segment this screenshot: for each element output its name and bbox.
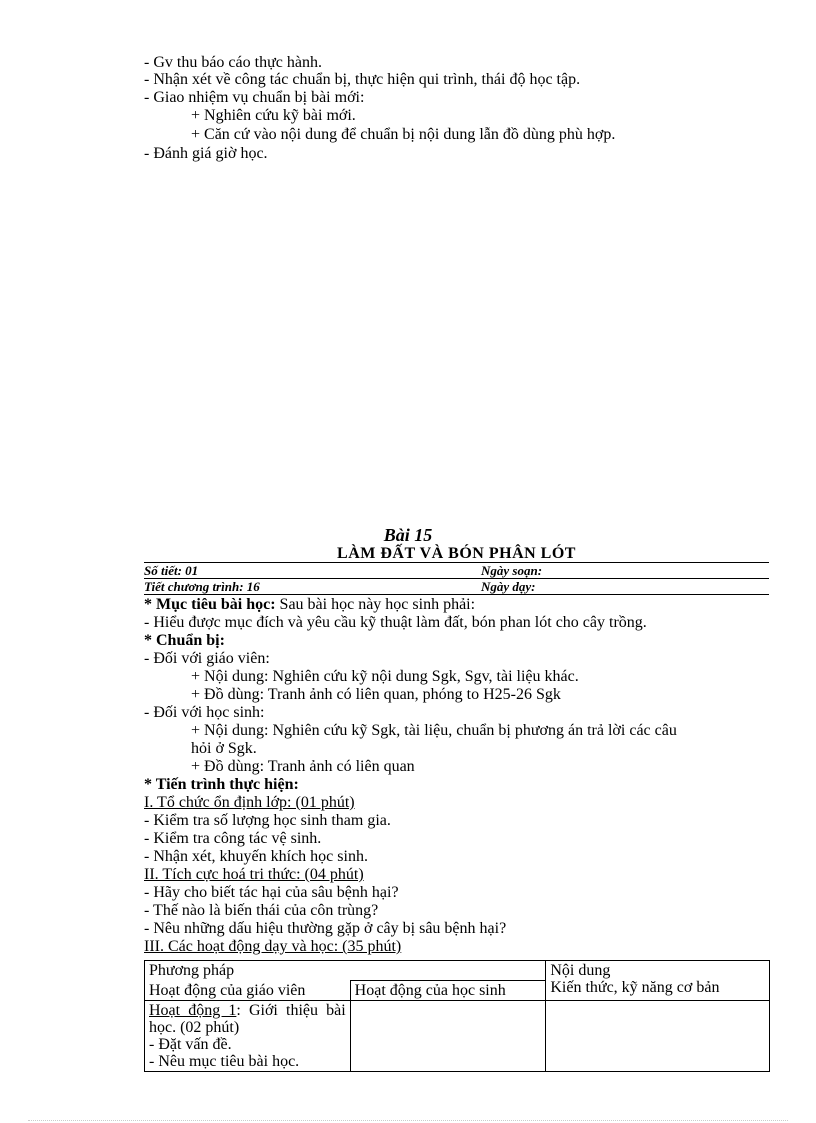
header-method: Phương pháp [145, 961, 546, 981]
text-line: + Nghiên cứu kỹ bài mới. [191, 107, 356, 124]
col-student: Hoạt động của học sinh [350, 981, 546, 1001]
prep-student-tools: + Đồ dùng: Tranh ảnh có liên quan [191, 758, 415, 775]
knowledge-cell [546, 1001, 770, 1072]
prep-teacher-content: + Nội dung: Nghiên cứu kỹ nội dung Sgk, Sgv, tài liệu khác. [191, 668, 579, 685]
part2-item: - Hãy cho biết tác hại của sâu bệnh hại? [144, 884, 399, 901]
prep-student: - Đối với học sinh: [144, 704, 265, 721]
activity-1-title: Hoạt động 1 [149, 1002, 237, 1019]
part1-item: - Nhận xét, khuyến khích học sinh. [144, 848, 368, 865]
text-line: - Giao nhiệm vụ chuẩn bị bài mới: [144, 89, 365, 106]
col-knowledge: Kiến thức, kỹ năng cơ bản [550, 979, 720, 996]
text-line: - Gv thu báo cáo thực hành. [144, 54, 322, 71]
meta-row-2 [144, 579, 769, 595]
lesson-number: Bài 15 [383, 525, 433, 545]
so-tiet: Số tiết: 01 [144, 563, 199, 578]
activity-1-step: - Đặt vấn đề. [149, 1036, 232, 1053]
text-line: - Đánh giá giờ học. [144, 145, 268, 162]
part1-title: I. Tổ chức ổn định lớp: (01 phút) [144, 794, 355, 811]
objectives-intro: Sau bài học này học sinh phải: [275, 596, 476, 613]
objectives-heading: * Mục tiêu bài học: [144, 596, 276, 613]
ngay-day: Ngày dạy: [481, 579, 536, 594]
activity-1-step: - Nêu mục tiêu bài học. [149, 1053, 300, 1070]
part2-title: II. Tích cực hoá tri thức: (04 phút) [144, 866, 364, 883]
lesson-plan-table [144, 960, 770, 1072]
table-row-activity-1: Hoạt động 1: Giới thiệu bài học. (02 phút) - Đặt vấn đề. - Nêu mục tiêu bài học. [145, 1001, 351, 1072]
ngay-soan: Ngày soạn: [481, 563, 543, 578]
tiet-chuong-trinh: Tiết chương trình: 16 [144, 579, 260, 594]
process-heading: * Tiến trình thực hiện: [144, 776, 299, 793]
objectives-line [144, 596, 475, 613]
preparation-heading: * Chuẩn bị: [144, 632, 225, 649]
part2-item: - Thế nào là biến thái của côn trùng? [144, 902, 379, 919]
header-content: Nội dung Kiến thức, kỹ năng cơ bản [546, 961, 770, 1001]
prep-student-content: + Nội dung: Nghiên cứu kỹ Sgk, tài liệu, chuẩn bị phương án trả lời các câu [191, 722, 677, 739]
lesson-title: LÀM ĐẤT VÀ BÓN PHÂN LÓT [144, 545, 769, 563]
prep-teacher: - Đối với giáo viên: [144, 650, 270, 667]
text-line: - Nhận xét về công tác chuẩn bị, thực hiện qui trình, thái độ học tập. [144, 71, 581, 88]
student-cell [350, 1001, 546, 1072]
col-teacher: Hoạt động của giáo viên [145, 981, 351, 1001]
page-footer-divider [28, 1120, 788, 1121]
text-line: + Căn cứ vào nội dung để chuẩn bị nội dung lẫn đồ dùng phù hợp. [191, 126, 616, 143]
part3-title: III. Các hoạt động dạy và học: (35 phút) [144, 938, 402, 955]
meta-row-1 [144, 563, 769, 579]
part1-item: - Kiểm tra công tác vệ sinh. [144, 830, 322, 847]
prep-teacher-tools: + Đồ dùng: Tranh ảnh có liên quan, phóng to H25-26 Sgk [191, 686, 561, 703]
part1-item: - Kiểm tra số lượng học sinh tham gia. [144, 812, 391, 829]
prep-student-content-cont: hỏi ở Sgk. [191, 740, 257, 757]
part2-item: - Nêu những dấu hiệu thường gặp ở cây bị sâu bệnh hại? [144, 920, 507, 937]
objectives-item: - Hiểu được mục đích và yêu cầu kỹ thuật làm đất, bón phan lót cho cây trồng. [144, 614, 647, 631]
